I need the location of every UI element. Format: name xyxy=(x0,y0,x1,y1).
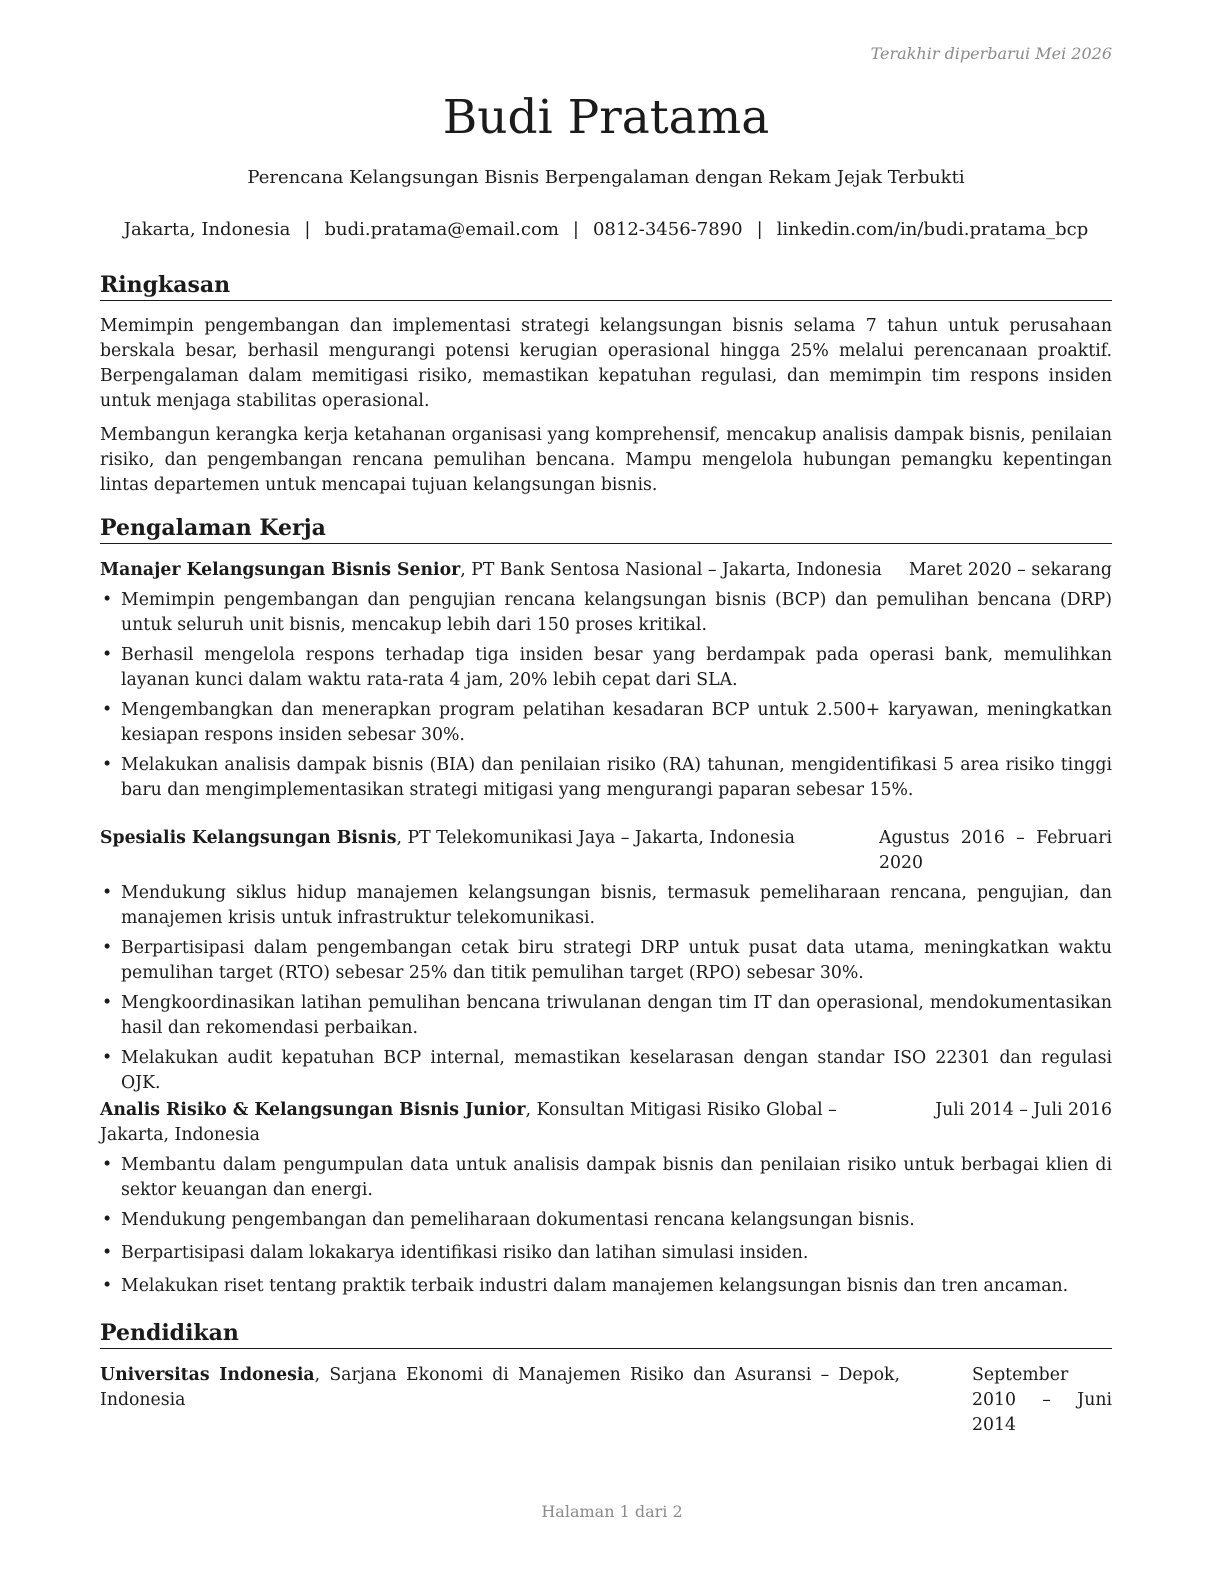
list-item: • Melakukan riset tentang praktik terbaik industri dalam manajemen kelangsungan bisnis dan tren ancaman. xyxy=(100,1274,1112,1299)
job-org: , PT Bank Sentosa Nasional – Jakarta, Indonesia xyxy=(460,560,882,580)
summary-paragraph: Membangun kerangka kerja ketahanan organisasi yang komprehensif, mencakup analisis dampak bisnis, penilaian risiko, dan pengembangan rencana pemulihan bencana. Mampu mengelola hubungan pemangku kepentingan lintas departemen untuk mencapai tujuan kelangsungan bisnis. xyxy=(100,425,1112,495)
candidate-name: Budi Pratama xyxy=(442,90,770,145)
job-title: Spesialis Kelangsungan Bisnis xyxy=(100,828,397,848)
list-item: • Mengembangkan dan menerapkan program pelatihan kesadaran BCP untuk 2.500+ karyawan, meningkatkan kesiapan respons insiden sebesar 30%. xyxy=(100,698,1112,748)
contact-phone: 0812-3456-7890 xyxy=(592,219,743,240)
job-bullets xyxy=(100,588,1112,808)
job-header xyxy=(100,558,1112,583)
education-date: September 2010 – Juni 2014 xyxy=(972,1365,1112,1435)
job-date: Juli 2014 – Juli 2016 xyxy=(935,1100,1112,1120)
contact-separator: | xyxy=(572,219,579,240)
job-date: Maret 2020 – sekarang xyxy=(908,560,1112,580)
list-item: • Memimpin pengembangan dan pengujian rencana kelangsungan bisnis (BCP) dan pemulihan bencana (DRP) untuk seluruh unit bisnis, mencakup lebih dari 150 proses kritikal. xyxy=(100,588,1112,638)
job-bullets xyxy=(100,1153,1112,1304)
section-heading-summary: Ringkasan xyxy=(100,271,1112,301)
job-date: Agustus 2016 – Februari 2020 xyxy=(879,828,1112,873)
contact-line xyxy=(100,219,1112,240)
list-item: • Mendukung pengembangan dan pemeliharaan dokumentasi rencana kelangsungan bisnis. xyxy=(100,1208,1112,1233)
page-number: Halaman 1 dari 2 xyxy=(541,1502,683,1521)
job-bullets xyxy=(100,881,1112,1101)
list-item: • Berpartisipasi dalam pengembangan cetak biru strategi DRP untuk pusat data utama, meningkatkan waktu pemulihan target (RTO) sebesar 25% dan titik pemulihan target (RPO) sebesar 30%. xyxy=(100,936,1112,986)
contact-separator: | xyxy=(756,219,763,240)
job-header xyxy=(100,1098,1112,1148)
job-title: Manajer Kelangsungan Bisnis Senior xyxy=(100,560,461,580)
list-item: • Melakukan audit kepatuhan BCP internal, memastikan keselarasan dengan standar ISO 22301 dan regulasi OJK. xyxy=(100,1046,1112,1096)
last-updated: Terakhir diperbarui Mei 2026 xyxy=(870,44,1112,63)
school-name: Universitas Indonesia xyxy=(100,1365,315,1385)
education-entry xyxy=(100,1363,1112,1438)
list-item: • Berhasil mengelola respons terhadap tiga insiden besar yang berdampak pada operasi bank, memulihkan layanan kunci dalam waktu rata-rata 4 jam, 20% lebih cepat dari SLA. xyxy=(100,643,1112,693)
summary-paragraph: Memimpin pengembangan dan implementasi strategi kelangsungan bisnis selama 7 tahun untuk perusahaan berskala besar, berhasil mengurangi potensi kerugian operasional hingga 25% melalui perencanaan proaktif. Berpengalaman dalam memitigasi risiko, memastikan kepatuhan regulasi, dan memimpin tim respons insiden untuk menjaga stabilitas operasional. xyxy=(100,316,1112,411)
contact-email[interactable]: budi.pratama@email.com xyxy=(324,219,559,240)
job-org: , PT Telekomunikasi Jaya – Jakarta, Indonesia xyxy=(396,828,795,848)
list-item: • Melakukan analisis dampak bisnis (BIA) dan penilaian risiko (RA) tahunan, mengidentifikasi 5 area risiko tinggi baru dan mengimplementasikan strategi mitigasi yang mengurangi paparan sebesar 15%. xyxy=(100,753,1112,803)
contact-linkedin[interactable]: linkedin.com/in/budi.pratama_bcp xyxy=(776,219,1089,240)
list-item: • Mengkoordinasikan latihan pemulihan bencana triwulanan dengan tim IT dan operasional, mendokumentasikan hasil dan rekomendasi perbaikan. xyxy=(100,991,1112,1041)
job-title: Analis Risiko & Kelangsungan Bisnis Junior xyxy=(100,1100,526,1120)
job-org: , Konsultan Mitigasi Risiko Global – Jakarta, Indonesia xyxy=(100,1100,837,1145)
contact-location: Jakarta, Indonesia xyxy=(123,219,291,240)
contact-separator: | xyxy=(304,219,311,240)
section-heading-experience: Pengalaman Kerja xyxy=(100,514,1112,544)
degree: , Sarjana Ekonomi di Manajemen Risiko dan Asuransi – Depok, Indonesia xyxy=(100,1365,900,1410)
list-item: • Berpartisipasi dalam lokakarya identifikasi risiko dan latihan simulasi insiden. xyxy=(100,1241,1112,1266)
list-item: • Membantu dalam pengumpulan data untuk analisis dampak bisnis dan penilaian risiko untuk berbagai klien di sektor keuangan dan energi. xyxy=(100,1153,1112,1203)
job-header xyxy=(100,826,1112,876)
tagline: Perencana Kelangsungan Bisnis Berpengalaman dengan Rekam Jejak Terbukti xyxy=(247,167,965,188)
section-heading-education: Pendidikan xyxy=(100,1319,1112,1349)
list-item: • Mendukung siklus hidup manajemen kelangsungan bisnis, termasuk pemeliharaan rencana, pengujian, dan manajemen krisis untuk infrastruktur telekomunikasi. xyxy=(100,881,1112,931)
